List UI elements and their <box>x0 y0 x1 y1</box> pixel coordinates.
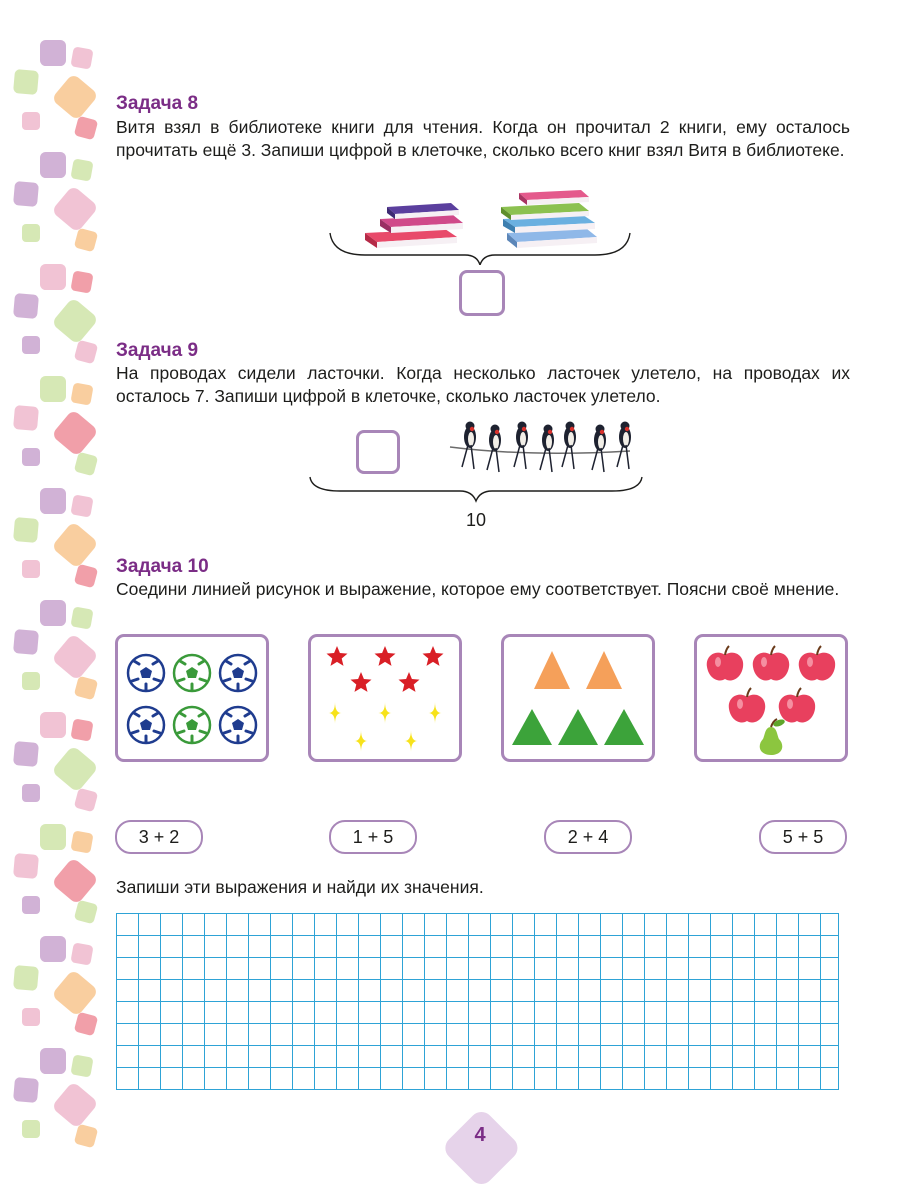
red-star-icon <box>399 672 420 692</box>
page-number-badge <box>430 1096 530 1200</box>
ball-icon <box>128 707 164 743</box>
apple-icon <box>779 688 815 723</box>
red-star-icon <box>327 646 348 666</box>
swallow-icon <box>562 422 576 470</box>
page-number: 4 <box>474 1124 486 1146</box>
swallow-icon <box>617 422 631 470</box>
picture-triangles[interactable] <box>501 634 655 762</box>
ball-icon <box>128 655 164 691</box>
apple-icon <box>729 688 765 723</box>
red-star-icon <box>375 646 396 666</box>
swallow-icon <box>487 425 501 473</box>
expression-2-plus-4[interactable]: 2 + 4 <box>544 820 632 854</box>
swallow-icon <box>592 425 606 473</box>
orange-triangle-icon <box>586 651 622 689</box>
task8-title: Задача 8 <box>116 93 199 114</box>
ball-icon <box>220 707 256 743</box>
pear-icon <box>760 718 786 755</box>
task8-answer-box[interactable] <box>459 270 505 316</box>
apple-icon <box>753 646 789 681</box>
book-stack-left-icon <box>365 203 463 248</box>
brace-icon <box>310 477 642 501</box>
squared-writing-grid[interactable] <box>116 913 839 1090</box>
book-stack-right-icon <box>501 190 597 248</box>
task9-total: 10 <box>466 510 487 530</box>
red-star-icon <box>423 646 444 666</box>
yellow-star-icon <box>428 702 441 724</box>
decorative-border <box>0 0 110 1200</box>
task9-title: Задача 9 <box>116 340 199 361</box>
swallows-on-wire-illustration <box>300 415 660 515</box>
task10-instruction: Запиши эти выражения и найди их значения. <box>116 877 484 897</box>
yellow-star-icon <box>354 730 367 752</box>
yellow-star-icon <box>404 730 417 752</box>
expression-1-plus-5[interactable]: 1 + 5 <box>329 820 417 854</box>
yellow-star-icon <box>378 702 391 724</box>
green-triangle-icon <box>604 709 644 745</box>
red-star-icon <box>351 672 372 692</box>
task10-text: Соедини линией рисунок и выражение, которое ему соответствует. Поясни своё мнение. <box>116 579 840 599</box>
swallow-icon <box>540 425 554 473</box>
books-illustration <box>325 185 635 265</box>
expression-3-plus-2[interactable]: 3 + 2 <box>115 820 203 854</box>
picture-apples[interactable] <box>694 634 848 762</box>
expression-5-plus-5[interactable]: 5 + 5 <box>759 820 847 854</box>
task8-text: Витя взял в библиотеке книги для чтения. Когда он прочитал 2 книги, ему осталось прочитать ещё 3. Запиши цифрой в клеточке, сколько всего книг взял Витя в библиотеке. <box>116 117 850 160</box>
task9-text: На проводах сидели ласточки. Когда несколько ласточек улетело, на проводах их осталось 7. Запиши цифрой в клеточке, сколько ласточек улетело. <box>116 363 850 406</box>
green-triangle-icon <box>512 709 552 745</box>
ball-icon <box>174 655 210 691</box>
swallow-icon <box>462 422 476 470</box>
apple-icon <box>707 646 743 681</box>
picture-stars[interactable] <box>308 634 462 762</box>
picture-balls[interactable] <box>115 634 269 762</box>
ball-icon <box>220 655 256 691</box>
yellow-star-icon <box>328 702 341 724</box>
green-triangle-icon <box>558 709 598 745</box>
ball-icon <box>174 707 210 743</box>
apple-icon <box>799 646 835 681</box>
orange-triangle-icon <box>534 651 570 689</box>
task10-title: Задача 10 <box>116 556 209 577</box>
swallow-icon <box>514 422 528 470</box>
